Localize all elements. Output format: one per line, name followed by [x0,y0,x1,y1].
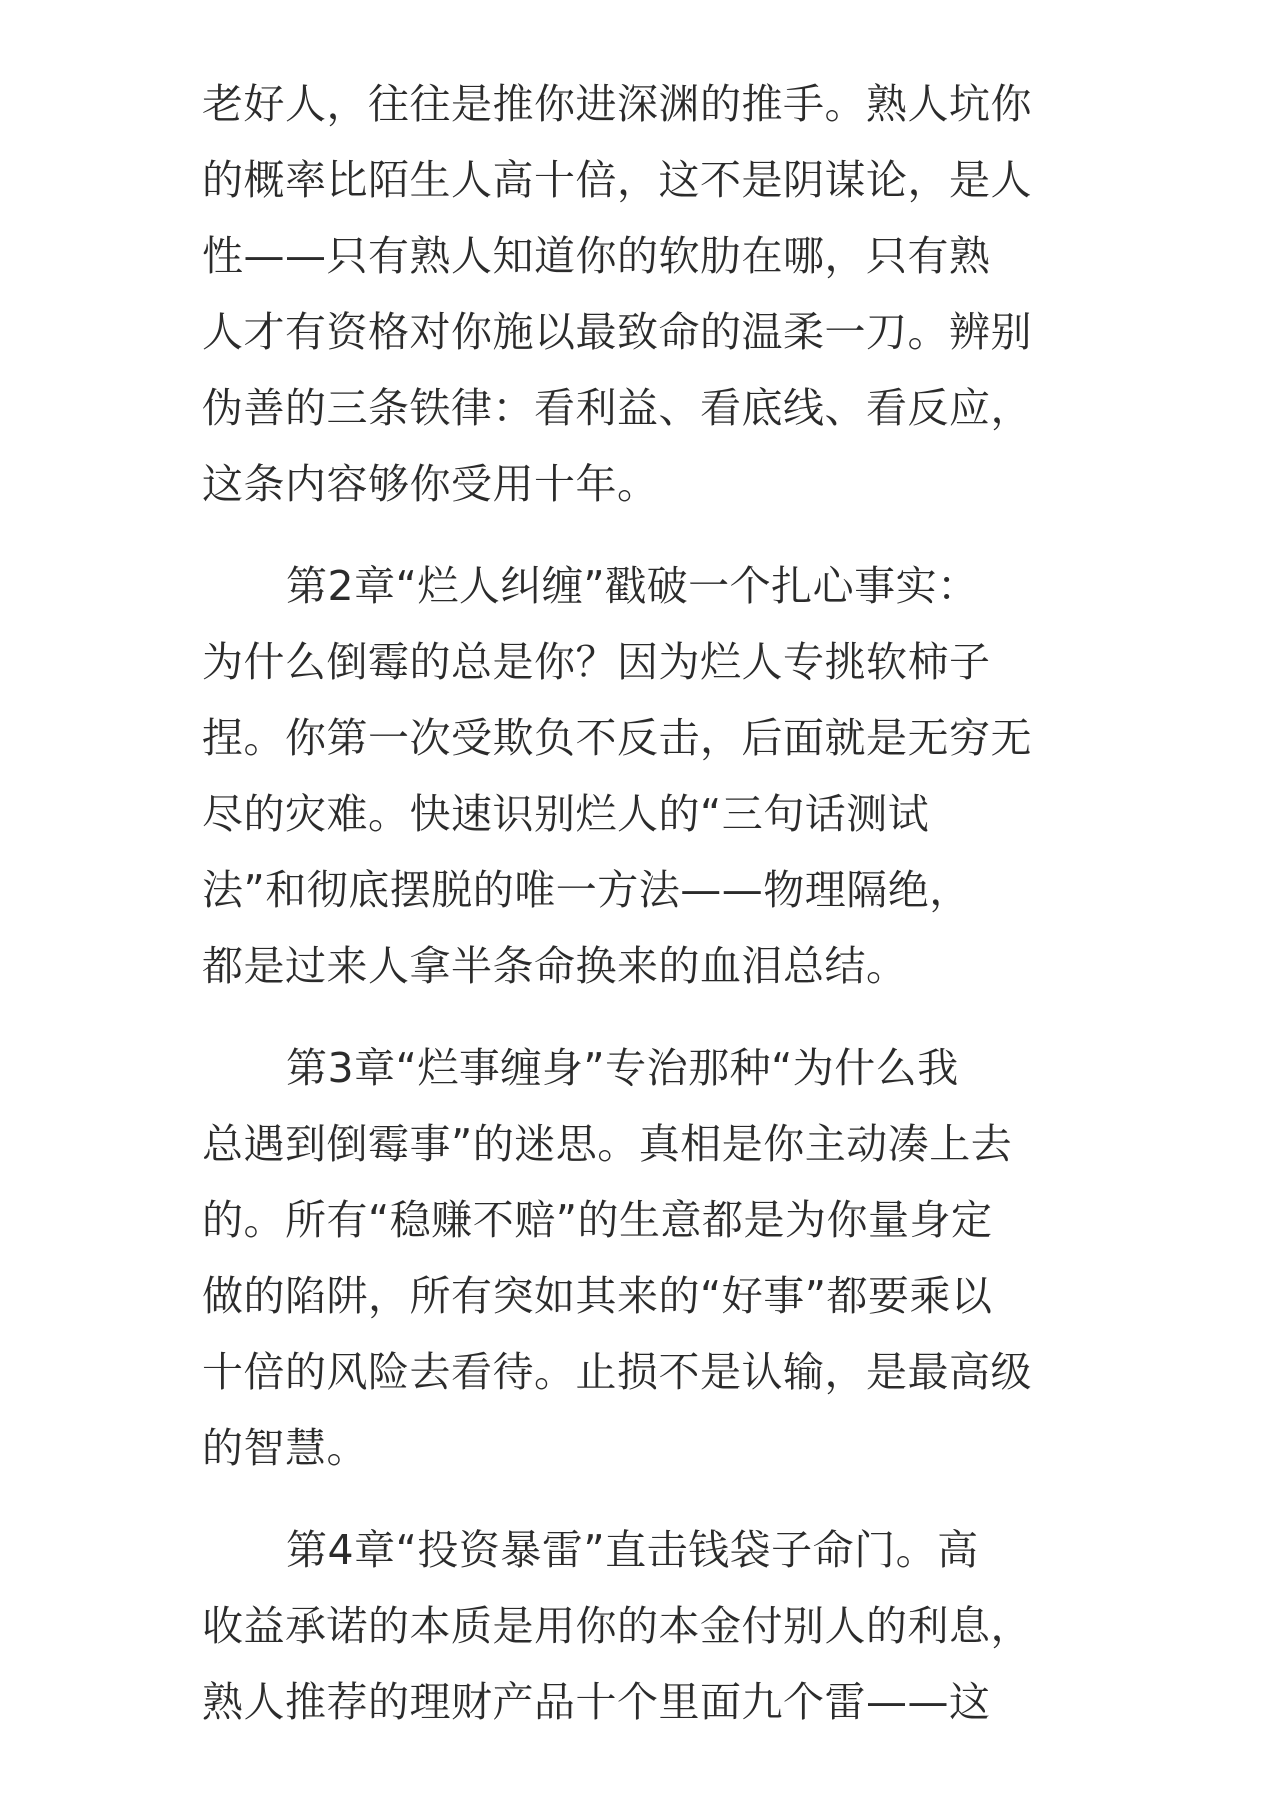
text-line: 熟人推荐的理财产品十个里面九个雷——这 [202,1678,991,1726]
text-line: 第3章“烂事缠身”专治那种“为什么我 [286,1044,959,1092]
text-line: 的概率比陌生人高十倍，这不是阴谋论，是人 [202,156,1032,204]
text-line: 性——只有熟人知道你的软肋在哪，只有熟 [202,232,991,280]
paragraph-4 [202,1512,1078,1740]
text-line: 捏。你第一次受欺负不反击，后面就是无穷无 [202,714,1032,762]
text-line: 做的陷阱，所有突如其来的“好事”都要乘以 [202,1272,993,1320]
text-line: 的智慧。 [202,1424,368,1472]
paragraph-1 [202,66,1078,522]
text-line: 第4章“投资暴雷”直击钱袋子命门。高 [286,1526,979,1574]
text-line: 尽的灾难。快速识别烂人的“三句话测试 [202,790,930,838]
text-line: 老好人，往往是推你进深渊的推手。熟人坑你 [202,80,1032,128]
text-line: 伪善的三条铁律：看利益、看底线、看反应， [202,384,1032,432]
paragraph-2 [202,548,1078,1004]
text-line: 第2章“烂人纠缠”戳破一个扎心事实： [286,562,979,610]
text-line: 都是过来人拿半条命换来的血泪总结。 [202,942,908,990]
body-text [202,66,1078,1740]
text-line: 这条内容够你受用十年。 [202,460,659,508]
text-line: 人才有资格对你施以最致命的温柔一刀。辨别 [202,308,1032,356]
text-line: 总遇到倒霉事”的迷思。真相是你主动凑上去 [202,1120,1013,1168]
text-line: 收益承诺的本质是用你的本金付别人的利息， [202,1602,1032,1650]
paragraph-3 [202,1030,1078,1486]
text-line: 为什么倒霉的总是你？因为烂人专挑软柿子 [202,638,991,686]
text-line: 十倍的风险去看待。止损不是认输，是最高级 [202,1348,1032,1396]
text-line: 法”和彻底摆脱的唯一方法——物理隔绝， [202,866,971,914]
text-line: 的。所有“稳赚不赔”的生意都是为你量身定 [202,1196,993,1244]
